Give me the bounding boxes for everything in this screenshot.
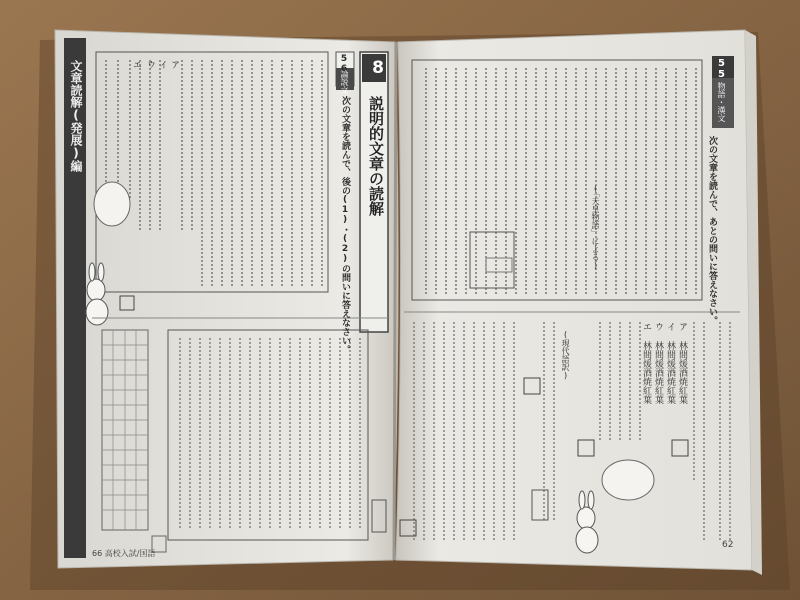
- left-choice-u: ウ: [145, 60, 155, 69]
- right-footer-note: (現代語訳): [561, 330, 570, 380]
- right-problem-badge-label: 物語・漢文: [717, 82, 726, 122]
- right-mascot-bubble: [602, 460, 654, 500]
- left-choice-a: ア: [169, 60, 179, 69]
- left-side-tab-label: 文章読解(発展)編: [69, 60, 83, 172]
- left-choice-i: イ: [157, 60, 167, 69]
- right-choice-u: ウ 林間煖酒焼紅葉: [653, 322, 663, 404]
- right-choice-a: ア 林間煖酒焼紅葉: [677, 322, 687, 404]
- left-problem-number: 56: [339, 54, 349, 74]
- left-section-number: 8: [368, 58, 388, 78]
- right-footnote: (「天皇物語」による): [591, 184, 600, 270]
- right-problem-number: 55: [716, 58, 727, 80]
- book-spine: [394, 42, 396, 560]
- left-footer: 66 高校入試/国語: [92, 549, 156, 558]
- right-choice-e: エ 林間煖酒焼紅葉: [641, 322, 651, 404]
- left-choice-e: エ: [131, 60, 141, 69]
- right-choice-i: イ 林間煖酒焼紅葉: [665, 322, 675, 404]
- left-instruction: 次の文章を読んで、後の(1)・(2)の問いに答えなさい。: [340, 96, 350, 354]
- left-mascot-bubble: [94, 182, 130, 226]
- left-section-title: 説明的文章の読解: [367, 96, 385, 216]
- right-instruction: 次の文章を読んで、あとの問いに答えなさい。: [707, 136, 717, 325]
- left-problem-badge-label: 論説文: [340, 70, 349, 94]
- right-page-number: 62: [722, 540, 734, 550]
